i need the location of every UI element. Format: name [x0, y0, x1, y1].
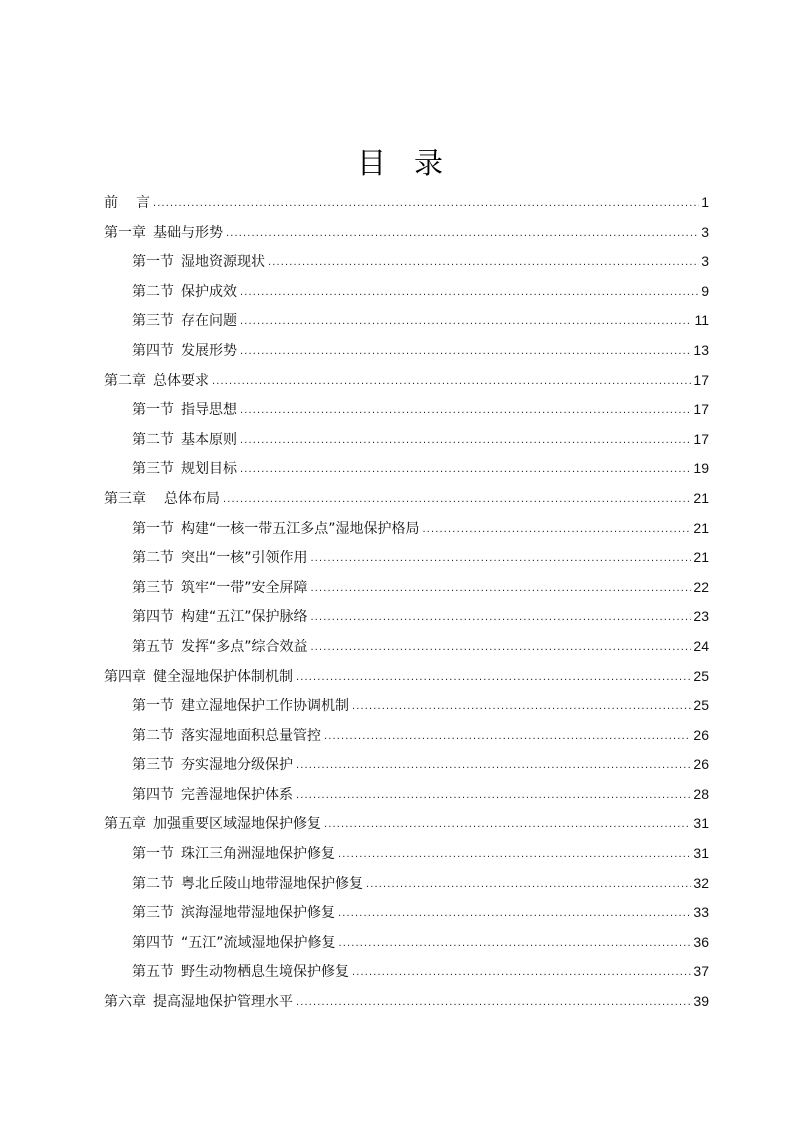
dot-leader: [212, 367, 691, 397]
dot-leader: [352, 692, 691, 722]
toc-entry-section[interactable]: [104, 750, 709, 780]
toc-entry-page: 13: [693, 341, 709, 358]
toc-entry-number: 第四节: [132, 609, 174, 626]
toc-entry-label: [104, 189, 150, 219]
toc-entry-label: [132, 426, 237, 456]
dot-leader: [296, 663, 691, 693]
toc-entry-page: 33: [693, 904, 709, 921]
dot-leader: [268, 248, 699, 278]
dot-leader: [311, 633, 692, 663]
toc-entry-number: 第五节: [132, 638, 174, 655]
toc-entry-number: 第一节: [132, 520, 174, 537]
toc-entry-page: 17: [693, 401, 709, 418]
dot-leader: [240, 455, 691, 485]
toc-entry-section[interactable]: [104, 573, 709, 603]
dot-leader: [240, 337, 691, 367]
toc-entry-page: 17: [693, 430, 709, 447]
toc-entry-label: [104, 810, 321, 840]
dot-leader: [352, 958, 691, 988]
toc-entry-page: 3: [701, 223, 709, 240]
toc-entry-label: [132, 781, 293, 811]
toc-entry-number: 第四节: [132, 786, 174, 803]
toc-entry-label: [132, 751, 293, 781]
toc-entry-page: 1: [701, 194, 709, 210]
toc-entry-page: 11: [694, 312, 709, 329]
dot-leader: [240, 426, 691, 456]
dot-leader: [324, 722, 691, 752]
toc-entry-label: [132, 278, 237, 308]
toc-entry-page: 9: [701, 282, 709, 299]
toc-entry-page: 24: [693, 637, 709, 654]
toc-entry-title: 规划目标: [181, 461, 237, 478]
toc-entry-page: 32: [693, 874, 709, 891]
toc-entry-title: 总体要求: [153, 372, 209, 389]
toc-entry-title: 基础与形势: [153, 224, 223, 241]
toc-entry-chapter[interactable]: [104, 218, 709, 248]
toc-entry-title: 保护成效: [181, 283, 237, 300]
toc-entry-section[interactable]: [104, 839, 709, 869]
toc-entry-section[interactable]: [104, 691, 709, 721]
toc-entry-title: 建立湿地保护工作协调机制: [181, 698, 349, 715]
toc-entry-label: [132, 544, 308, 574]
toc-entry-title: 健全湿地保护体制机制: [153, 668, 293, 685]
toc-entry-page: 25: [693, 697, 709, 714]
toc-entry-page: 36: [693, 933, 709, 950]
toc-entry-page: 22: [693, 578, 709, 595]
toc-entry-chapter[interactable]: [104, 484, 709, 514]
toc-entry-label: [132, 515, 420, 545]
toc-entry-title: 落实湿地面积总量管控: [181, 727, 321, 744]
dot-leader: [296, 988, 691, 1018]
toc-entry-label: [104, 219, 223, 249]
dot-leader: [240, 307, 692, 337]
toc-entry-title: 珠江三角洲湿地保护修复: [181, 846, 335, 863]
toc-entry-title: 夯实湿地分级保护: [181, 757, 293, 774]
toc-entry-title: 滨海湿地带湿地保护修复: [181, 905, 335, 922]
toc-entry-page: 37: [693, 963, 709, 980]
toc-entry-number: 第四节: [132, 342, 174, 359]
table-of-contents: [104, 188, 709, 1017]
dot-leader: [366, 870, 691, 900]
toc-entry-number: 第四节: [132, 934, 174, 951]
toc-entry-label: [132, 337, 237, 367]
toc-entry-number: 第五节: [132, 964, 174, 981]
toc-entry-chapter[interactable]: [104, 366, 709, 396]
toc-entry-label: [132, 603, 308, 633]
toc-entry-title: 基本原则: [181, 431, 237, 448]
dot-leader: [311, 544, 692, 574]
toc-entry-number: 第四章: [104, 668, 146, 685]
toc-entry-chapter[interactable]: [104, 809, 709, 839]
toc-entry-page: 28: [693, 785, 709, 802]
dot-leader: [311, 574, 692, 604]
toc-entry-label: [132, 840, 335, 870]
toc-entry-section[interactable]: [104, 247, 709, 277]
toc-entry-number: 第三章: [104, 490, 146, 507]
toc-entry-title: 发展形势: [181, 342, 237, 359]
toc-entry-section[interactable]: [104, 514, 709, 544]
toc-entry-number: 第三节: [132, 757, 174, 774]
toc-entry-section[interactable]: [104, 869, 709, 899]
toc-entry-number: 第二节: [132, 727, 174, 744]
toc-entry-page: 23: [693, 608, 709, 625]
toc-entry-label: [132, 899, 335, 929]
toc-entry-label: [132, 574, 308, 604]
toc-entry-chapter[interactable]: [104, 987, 709, 1017]
toc-entry-number: 前: [104, 195, 118, 211]
toc-entry-title: 粤北丘陵山地带湿地保护修复: [181, 875, 363, 892]
dot-leader: [240, 278, 699, 308]
toc-entry-label: [104, 988, 293, 1018]
toc-entry-title: 突出“一核”引领作用: [181, 550, 308, 567]
toc-entry-number: 第二章: [104, 372, 146, 389]
dot-leader: [296, 781, 691, 811]
dot-leader: [296, 751, 691, 781]
toc-entry-number: 第一节: [132, 254, 174, 271]
page-title: 目录: [356, 146, 471, 180]
dot-leader: [339, 929, 692, 959]
toc-entry-chapter[interactable]: [104, 662, 709, 692]
toc-entry-page: 25: [693, 667, 709, 684]
toc-entry-section[interactable]: [104, 957, 709, 987]
toc-entry-section[interactable]: [104, 454, 709, 484]
toc-entry-label: [132, 633, 308, 663]
toc-entry-page: 39: [693, 993, 709, 1010]
toc-entry-number: 第二节: [132, 875, 174, 892]
toc-entry-label: [104, 663, 293, 693]
toc-entry-number: 第一章: [104, 224, 146, 241]
toc-entry-label: [132, 929, 336, 959]
toc-entry-title: 构建“一核一带五江多点”湿地保护格局: [181, 520, 420, 537]
toc-entry-section[interactable]: [104, 395, 709, 425]
toc-entry-section[interactable]: [104, 543, 709, 573]
toc-entry-page: 3: [701, 253, 709, 270]
dot-leader: [324, 810, 691, 840]
toc-entry-section[interactable]: [104, 336, 709, 366]
toc-entry-page: 31: [693, 815, 709, 832]
toc-entry-label: [132, 958, 349, 988]
toc-entry-title: 指导思想: [181, 402, 237, 419]
toc-entry-number: 第三节: [132, 313, 174, 330]
toc-entry-section[interactable]: [104, 928, 709, 958]
toc-entry-title: 提高湿地保护管理水平: [153, 994, 293, 1011]
toc-entry-page: 26: [693, 756, 709, 773]
toc-entry-title: 湿地资源现状: [181, 254, 265, 271]
toc-entry-section[interactable]: [104, 425, 709, 455]
dot-leader: [223, 485, 691, 515]
toc-entry-title: 筑牢“一带”安全屏障: [181, 579, 308, 596]
toc-entry-label: [132, 307, 237, 337]
toc-entry-number: 第五章: [104, 816, 146, 833]
toc-entry-number: 第三节: [132, 461, 174, 478]
toc-entry-label: [104, 485, 220, 515]
toc-entry-preface[interactable]: [104, 188, 709, 218]
toc-entry-title: 野生动物栖息生境保护修复: [181, 964, 349, 981]
toc-entry-number: 第二节: [132, 431, 174, 448]
toc-entry-label: [132, 248, 265, 278]
toc-entry-section[interactable]: [104, 721, 709, 751]
toc-entry-label: [104, 367, 209, 397]
toc-entry-page: 17: [693, 371, 709, 388]
toc-entry-section[interactable]: [104, 898, 709, 928]
toc-entry-section[interactable]: [104, 632, 709, 662]
toc-entry-title: 加强重要区域湿地保护修复: [153, 816, 321, 833]
toc-entry-number: 第三节: [132, 579, 174, 596]
toc-entry-page: 19: [693, 460, 709, 477]
toc-entry-label: [132, 692, 349, 722]
toc-entry-title: 发挥“多点”综合效益: [181, 638, 308, 655]
toc-entry-number: 第二节: [132, 550, 174, 567]
toc-entry-section[interactable]: [104, 602, 709, 632]
toc-entry-title: 总体布局: [164, 490, 220, 507]
toc-entry-label: [132, 455, 237, 485]
dot-leader: [153, 189, 699, 219]
dot-leader: [423, 515, 692, 545]
toc-entry-number: 第一节: [132, 698, 174, 715]
toc-entry-section[interactable]: [104, 780, 709, 810]
toc-entry-title: 完善湿地保护体系: [181, 786, 293, 803]
dot-leader: [240, 396, 691, 426]
toc-entry-number: 第二节: [132, 283, 174, 300]
toc-entry-section[interactable]: [104, 277, 709, 307]
toc-entry-number: 第三节: [132, 905, 174, 922]
dot-leader: [338, 899, 691, 929]
toc-entry-page: 21: [693, 489, 709, 506]
dot-leader: [226, 219, 699, 249]
toc-entry-number: 第六章: [104, 994, 146, 1011]
toc-entry-section[interactable]: [104, 306, 709, 336]
toc-entry-title: 构建“五江”保护脉络: [181, 609, 308, 626]
toc-entry-label: [132, 722, 321, 752]
toc-entry-page: 21: [693, 549, 709, 566]
toc-entry-label: [132, 396, 237, 426]
dot-leader: [311, 603, 692, 633]
toc-entry-page: 26: [693, 726, 709, 743]
toc-entry-title: 言: [136, 195, 150, 211]
toc-entry-label: [132, 870, 363, 900]
toc-entry-title: 存在问题: [181, 313, 237, 330]
toc-entry-title: “五江”流域湿地保护修复: [181, 934, 336, 951]
dot-leader: [338, 840, 691, 870]
toc-entry-number: 第一节: [132, 402, 174, 419]
toc-entry-page: 31: [693, 845, 709, 862]
toc-entry-number: 第一节: [132, 846, 174, 863]
toc-entry-page: 21: [693, 519, 709, 536]
